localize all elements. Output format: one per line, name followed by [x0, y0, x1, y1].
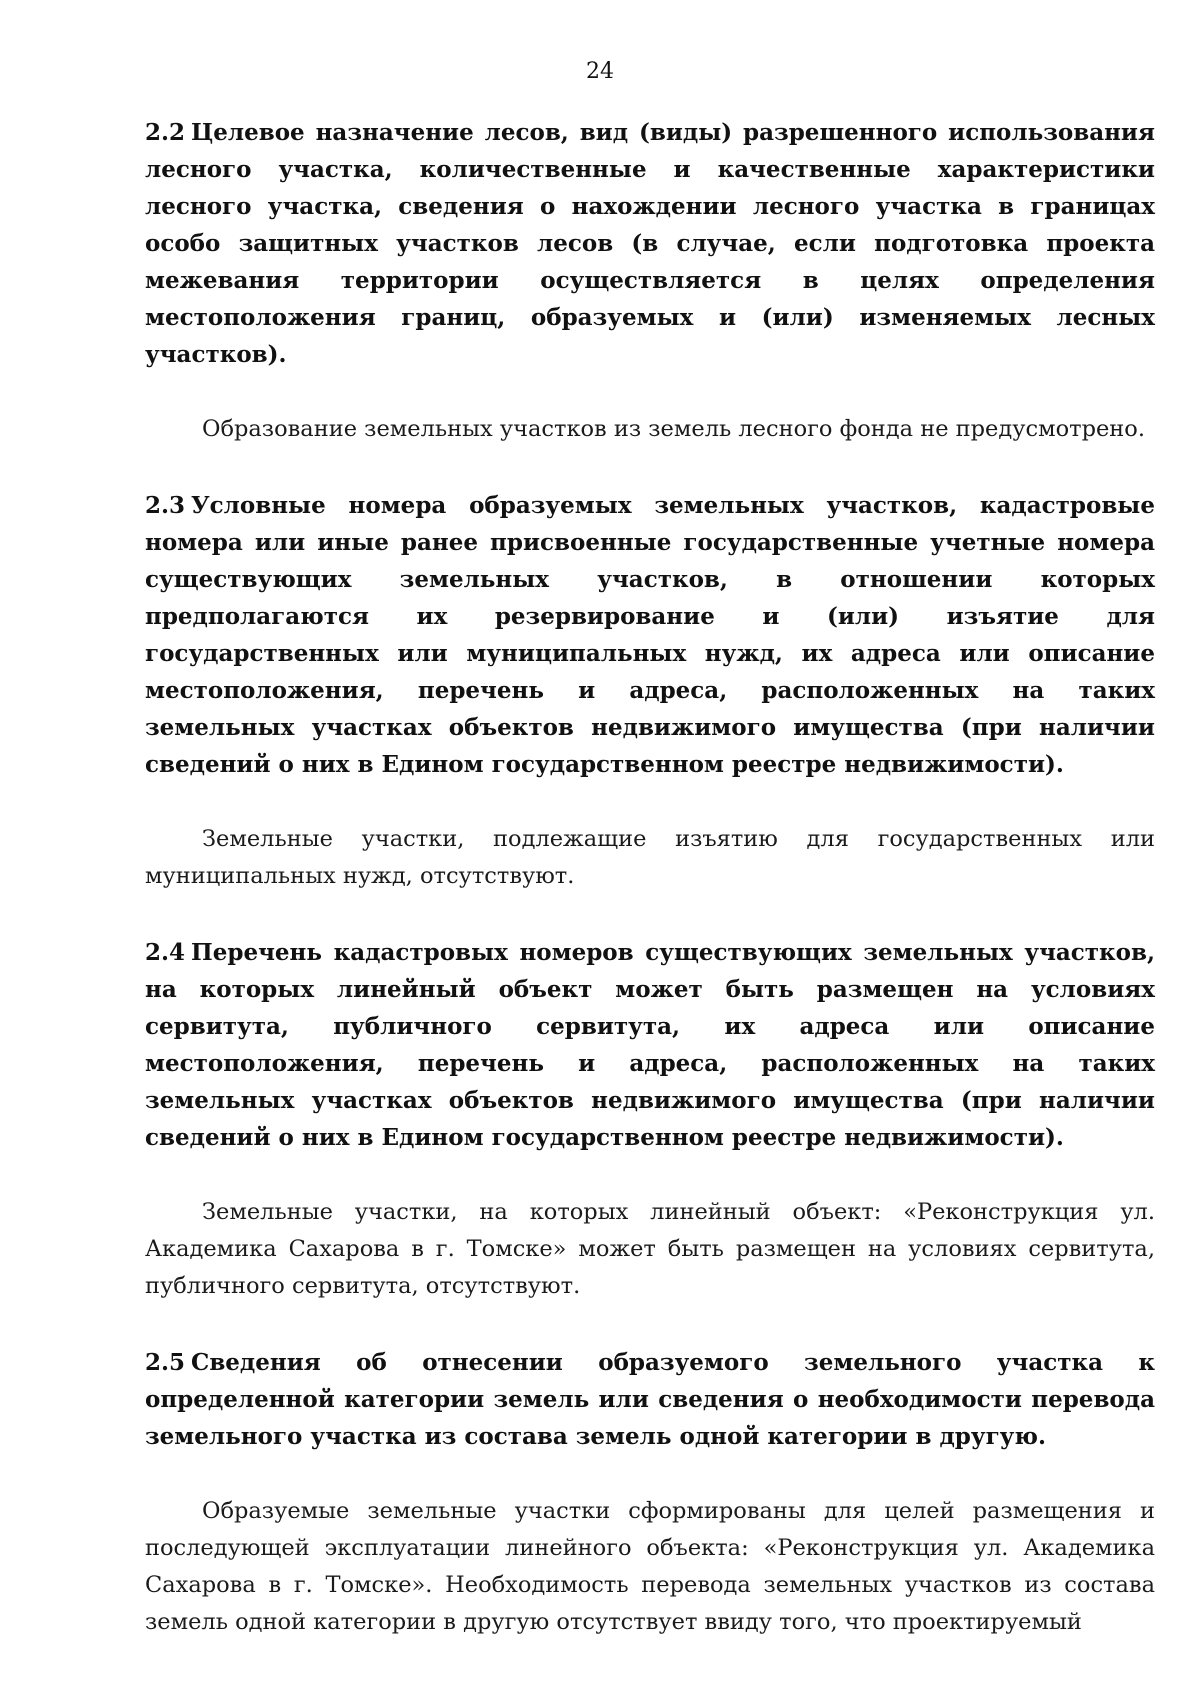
section-number: 2.5 — [145, 1349, 186, 1376]
section-body-2-2: Образование земельных участков из земель лесного фонда не предусмотрено. — [202, 416, 1145, 442]
document-body — [145, 114, 1155, 1641]
section-number: 2.4 — [145, 939, 186, 966]
page-number: 24 — [586, 59, 614, 84]
section-heading-text: Сведения об отнесении образуемого земельного участка к определенной категории земель или сведения о необходимости перевода земельного участка из состава земель одной категории в другую. — [145, 1349, 1155, 1450]
section-heading-text: Условные номера образуемых земельных участков, кадастровые номера или иные ранее присвоенные государственные учетные номера существующих земельных участков, в отношении которых предполагаются их резервирование и (или) изъятие для государственных или муниципальных нужд, их адреса или описание местоположения, перечень и адреса, расположенных на таких земельных участках объектов недвижимого имущества (при наличии сведений о них в Едином государственном реестре недвижимости). — [145, 492, 1155, 778]
section-number: 2.2 — [145, 119, 186, 146]
section-heading-2-3 — [145, 487, 1155, 783]
section-body-2-4: Земельные участки, на которых линейный объект: «Реконструкция ул. Академика Сахарова в г. Томске» может быть размещен на условиях сервитута, публичного сервитута, отсутствуют. — [145, 1199, 1155, 1299]
section-heading-2-5 — [145, 1344, 1155, 1455]
section-heading-2-2 — [145, 114, 1155, 373]
section-number: 2.3 — [145, 492, 186, 519]
section-heading-text: Целевое назначение лесов, вид (виды) разрешенного использования лесного участка, количественные и качественные характеристики лесного участка, сведения о нахождении лесного участка в границах особо защитных участков лесов (в случае, если подготовка проекта межевания территории осуществляется в целях определения местоположения границ, образуемых и (или) изменяемых лесных участков). — [145, 119, 1155, 368]
section-body-2-5: Образуемые земельные участки сформированы для целей размещения и последующей эксплуатации линейного объекта: «Реконструкция ул. Академика Сахарова в г. Томске». Необходимость перевода земельных участков из состава земель одной категории в другую отсутствует ввиду того, что проектируемый — [145, 1498, 1155, 1635]
section-heading-text: Перечень кадастровых номеров существующих земельных участков, на которых линейный объект может быть размещен на условиях сервитута, публичного сервитута, их адреса или описание местоположения, перечень и адреса, расположенных на таких земельных участках объектов недвижимого имущества (при наличии сведений о них в Едином государственном реестре недвижимости). — [145, 939, 1155, 1151]
section-body-2-3: Земельные участки, подлежащие изъятию для государственных или муниципальных нужд, отсутствуют. — [145, 826, 1155, 889]
section-heading-2-4 — [145, 934, 1155, 1156]
